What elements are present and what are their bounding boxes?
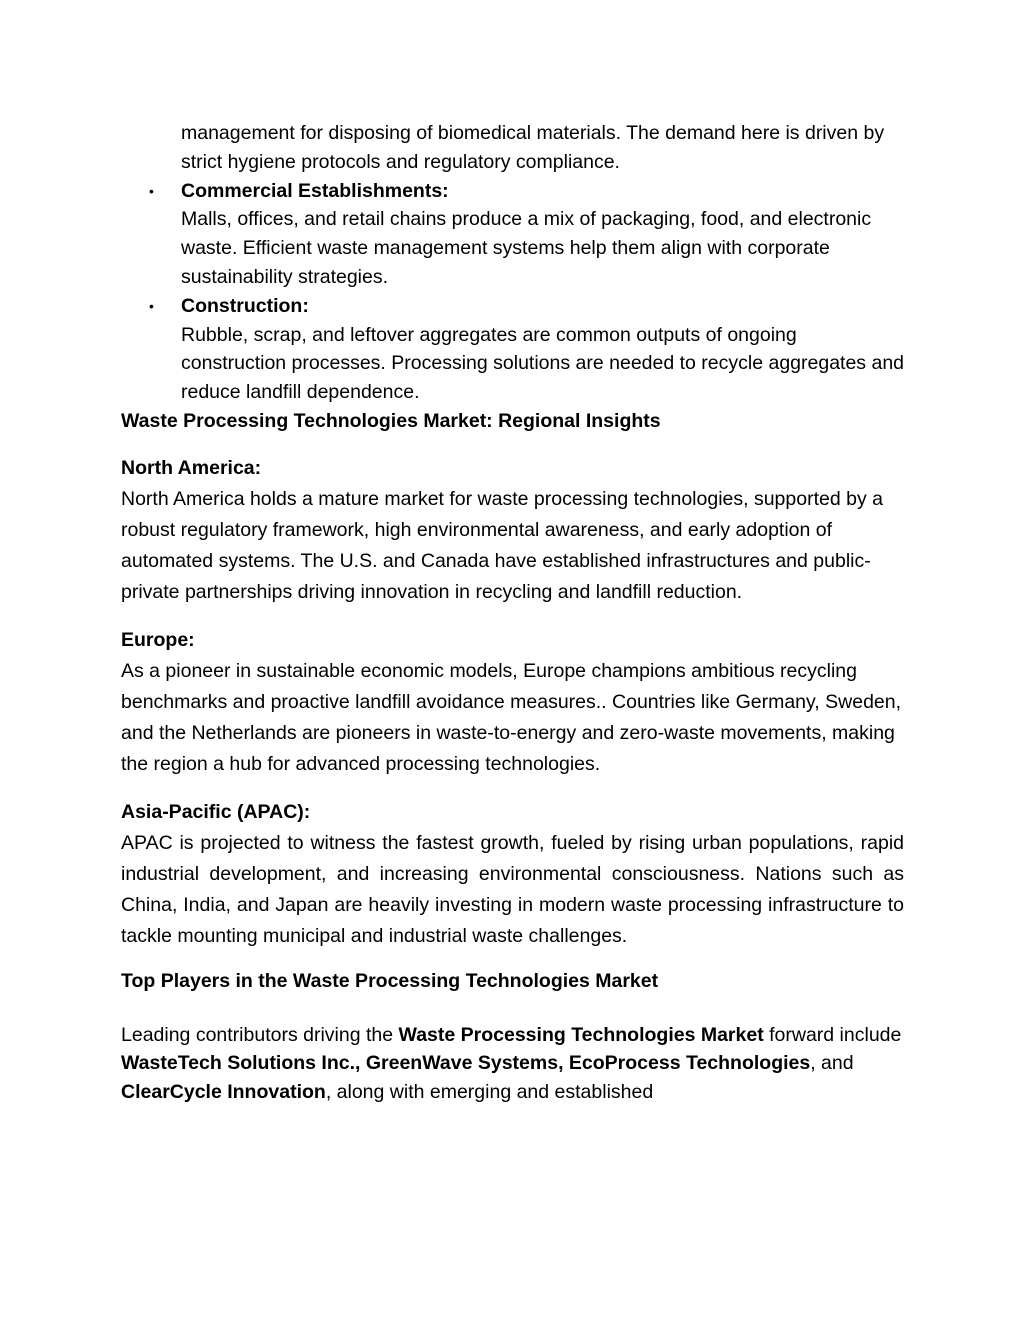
region-europe [121,625,904,780]
region-text: APAC is projected to witness the fastest growth, fueled by rising urban populations, rapid industrial development, and increasing environmental consciousness. Nations such as China, India, and Japan are heavily investing in modern waste processing infrastructure to tackle mounting municipal and industrial waste challenges. [121,831,904,947]
bullet-marker: • [149,297,154,314]
players-company-clearcycle: ClearCycle Innovation [121,1081,326,1104]
document-page [121,119,904,1107]
bullet-body: Malls, offices, and retail chains produce a mix of packaging, food, and electronic waste. Efficient waste management systems help them align with corporate sustainability strategies. [181,208,872,288]
region-heading: Europe: [121,628,195,651]
region-north-america [121,453,904,608]
bullet-list [149,119,905,407]
region-apac [121,797,904,952]
players-text-4: , along with emerging and established [325,1081,654,1104]
bullet-item-construction [149,292,905,407]
bullet-marker: • [149,182,154,199]
region-heading: Asia-Pacific (APAC): [121,800,311,823]
intro-continuation: management for disposing of biomedical materials. The demand here is driven by strict hygiene protocols and regulatory compliance. [181,122,885,173]
players-text-3: , and [810,1052,854,1075]
bullet-title: Construction: [181,294,309,317]
bullet-body: Rubble, scrap, and leftover aggregates are common outputs of ongoing construction processes. Processing solutions are needed to recycle aggregates and reduce landfill dependence. [181,323,905,404]
bullet-title: Commercial Establishments: [181,179,449,202]
region-text: North America holds a mature market for waste processing technologies, supported by a robust regulatory framework, high environmental awareness, and early adoption of automated systems. The U.S. and Canada have established infrastructures and public-private partnerships driving innovation in recycling and landfill reduction. [121,487,883,603]
regional-insights-heading: Waste Processing Technologies Market: Regional Insights [121,409,661,432]
players-company-list: WasteTech Solutions Inc., GreenWave Systems, EcoProcess Technologies [121,1052,811,1075]
top-players-paragraph [121,1021,904,1107]
region-heading: North America: [121,456,262,479]
players-text-2: forward include [763,1023,902,1046]
top-players-heading: Top Players in the Waste Processing Technologies Market [121,969,659,992]
players-market-name: Waste Processing Technologies Market [398,1023,764,1046]
players-text-1: Leading contributors driving the [121,1023,399,1046]
bullet-item-commercial [149,177,904,292]
region-text: As a pioneer in sustainable economic models, Europe champions ambitious recycling benchmarks and proactive landfill avoidance measures.. Countries like Germany, Sweden, and the Netherlands are pioneers in waste-to-energy and zero-waste movements, making the region a hub for advanced processing technologies. [121,659,902,775]
